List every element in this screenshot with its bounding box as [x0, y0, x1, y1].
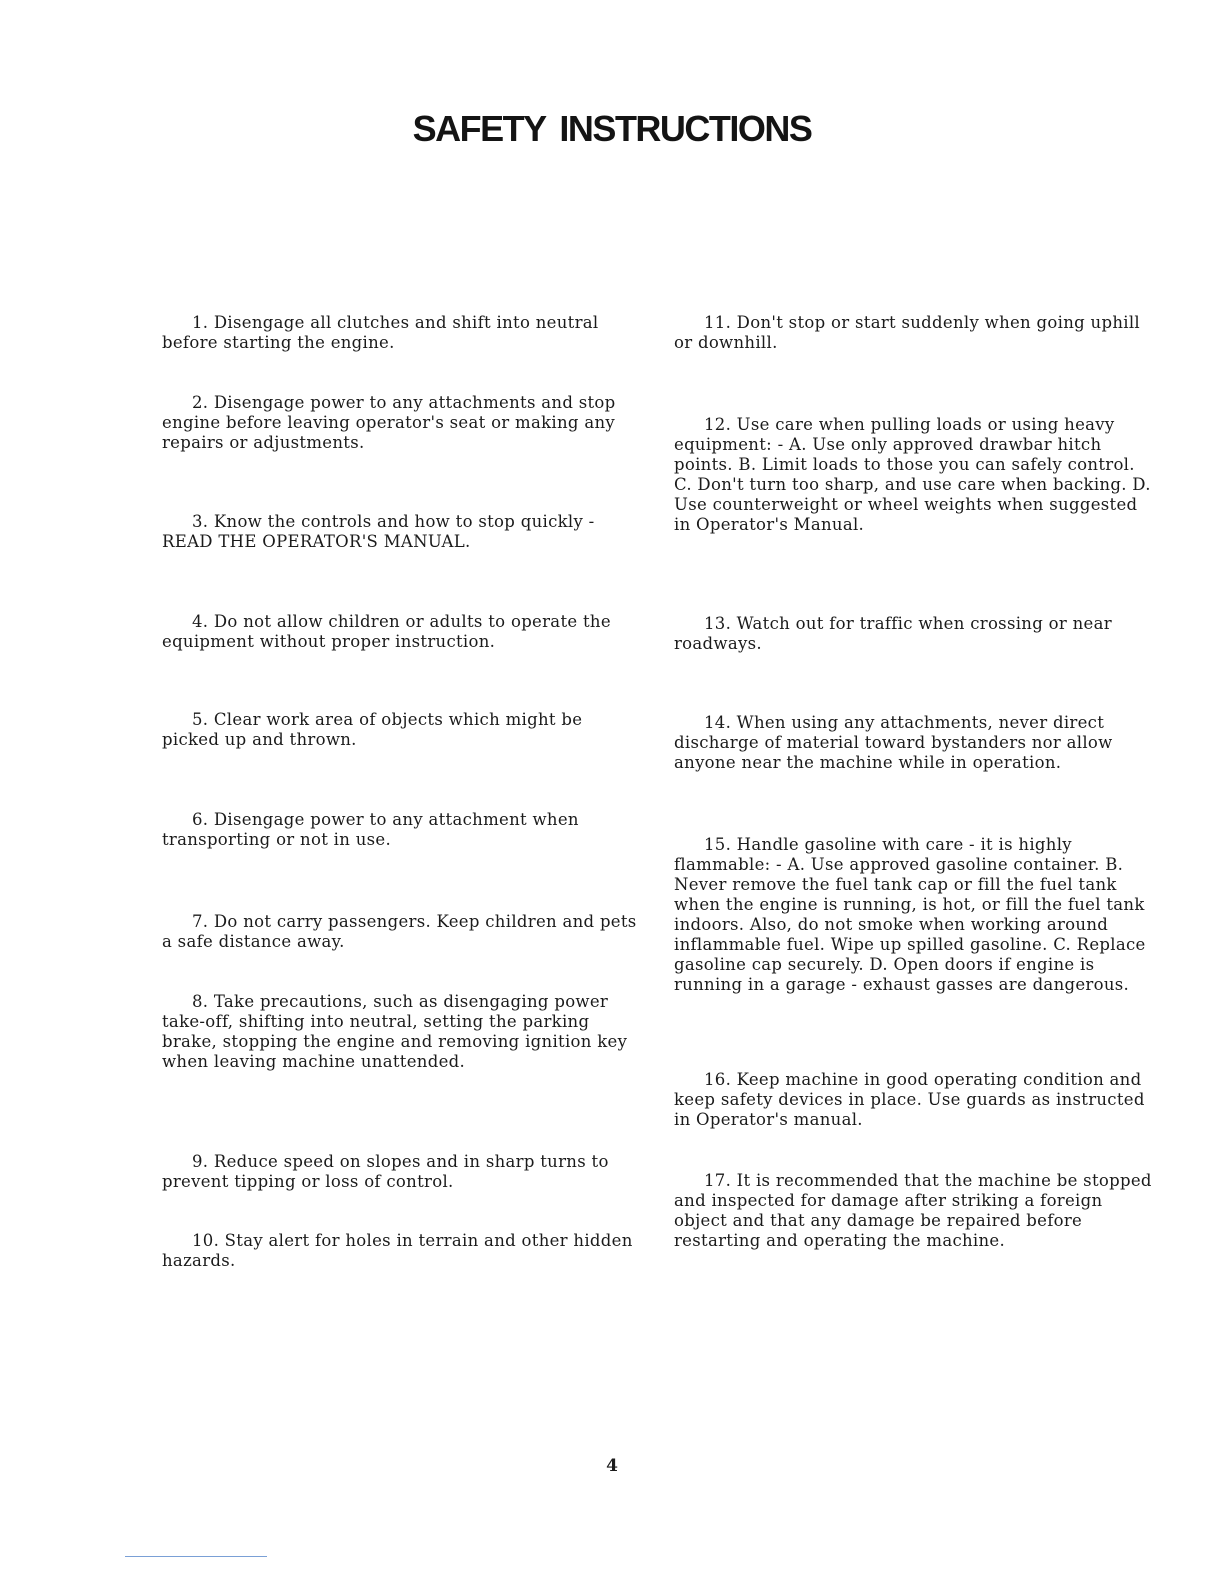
instruction-5: 5. Clear work area of objects which might be picked up and thrown. [162, 710, 583, 749]
instruction-17: 17. It is recommended that the machine be stopped and inspected for damage after striking a foreign object and that any damage be repaired before restarting and operating the machine. [674, 1171, 1152, 1250]
instruction-6: 6. Disengage power to any attachment when transporting or not in use. [162, 810, 579, 849]
instruction-13: 13. Watch out for traffic when crossing or near roadways. [674, 614, 1112, 653]
instruction-16: 16. Keep machine in good operating condition and keep safety devices in place. Use guards as instructed in Operator's manual. [674, 1070, 1145, 1129]
instruction-1: 1. Disengage all clutches and shift into neutral before starting the engine. [162, 313, 599, 352]
instruction-7: 7. Do not carry passengers. Keep children and pets a safe distance away. [162, 912, 637, 951]
instruction-8: 8. Take precautions, such as disengaging power take-off, shifting into neutral, setting the parking brake, stopping the engine and removing ignition key when leaving machine unattended. [162, 992, 628, 1071]
instruction-4: 4. Do not allow children or adults to operate the equipment without proper instruction. [162, 612, 611, 651]
instruction-12: 12. Use care when pulling loads or using heavy equipment: - A. Use only approved drawbar hitch points. B. Limit loads to those you can safely control. C. Don't turn too sharp, and use care when backing. D. Use counterweight or wheel weights when suggested in Operator's Manual. [674, 415, 1151, 534]
instruction-10: 10. Stay alert for holes in terrain and other hidden hazards. [162, 1231, 633, 1270]
instruction-11: 11. Don't stop or start suddenly when going uphill or downhill. [674, 313, 1140, 352]
instruction-14: 14. When using any attachments, never direct discharge of material toward bystanders nor allow anyone near the machine while in operation. [674, 713, 1113, 772]
instruction-2: 2. Disengage power to any attachments and stop engine before leaving operator's seat or making any repairs or adjustments. [162, 393, 616, 452]
instruction-15: 15. Handle gasoline with care - it is highly flammable: - A. Use approved gasoline container. B. Never remove the fuel tank cap or fill the fuel tank when the engine is running, is hot, or fill the fuel tank indoors. Also, do not smoke when working around inflammable fuel. Wipe up spilled gasoline. C. Replace gasoline cap securely. D. Open doors if engine is running in a garage - exhaust gasses are dangerous. [674, 835, 1146, 994]
bottom-rule [125, 1556, 267, 1557]
page-number: 4 [606, 1456, 618, 1476]
instruction-9: 9. Reduce speed on slopes and in sharp turns to prevent tipping or loss of control. [162, 1152, 609, 1191]
page-title: SAFETY INSTRUCTIONS [412, 108, 812, 149]
instruction-3: 3. Know the controls and how to stop quickly - READ THE OPERATOR'S MANUAL. [162, 512, 595, 551]
